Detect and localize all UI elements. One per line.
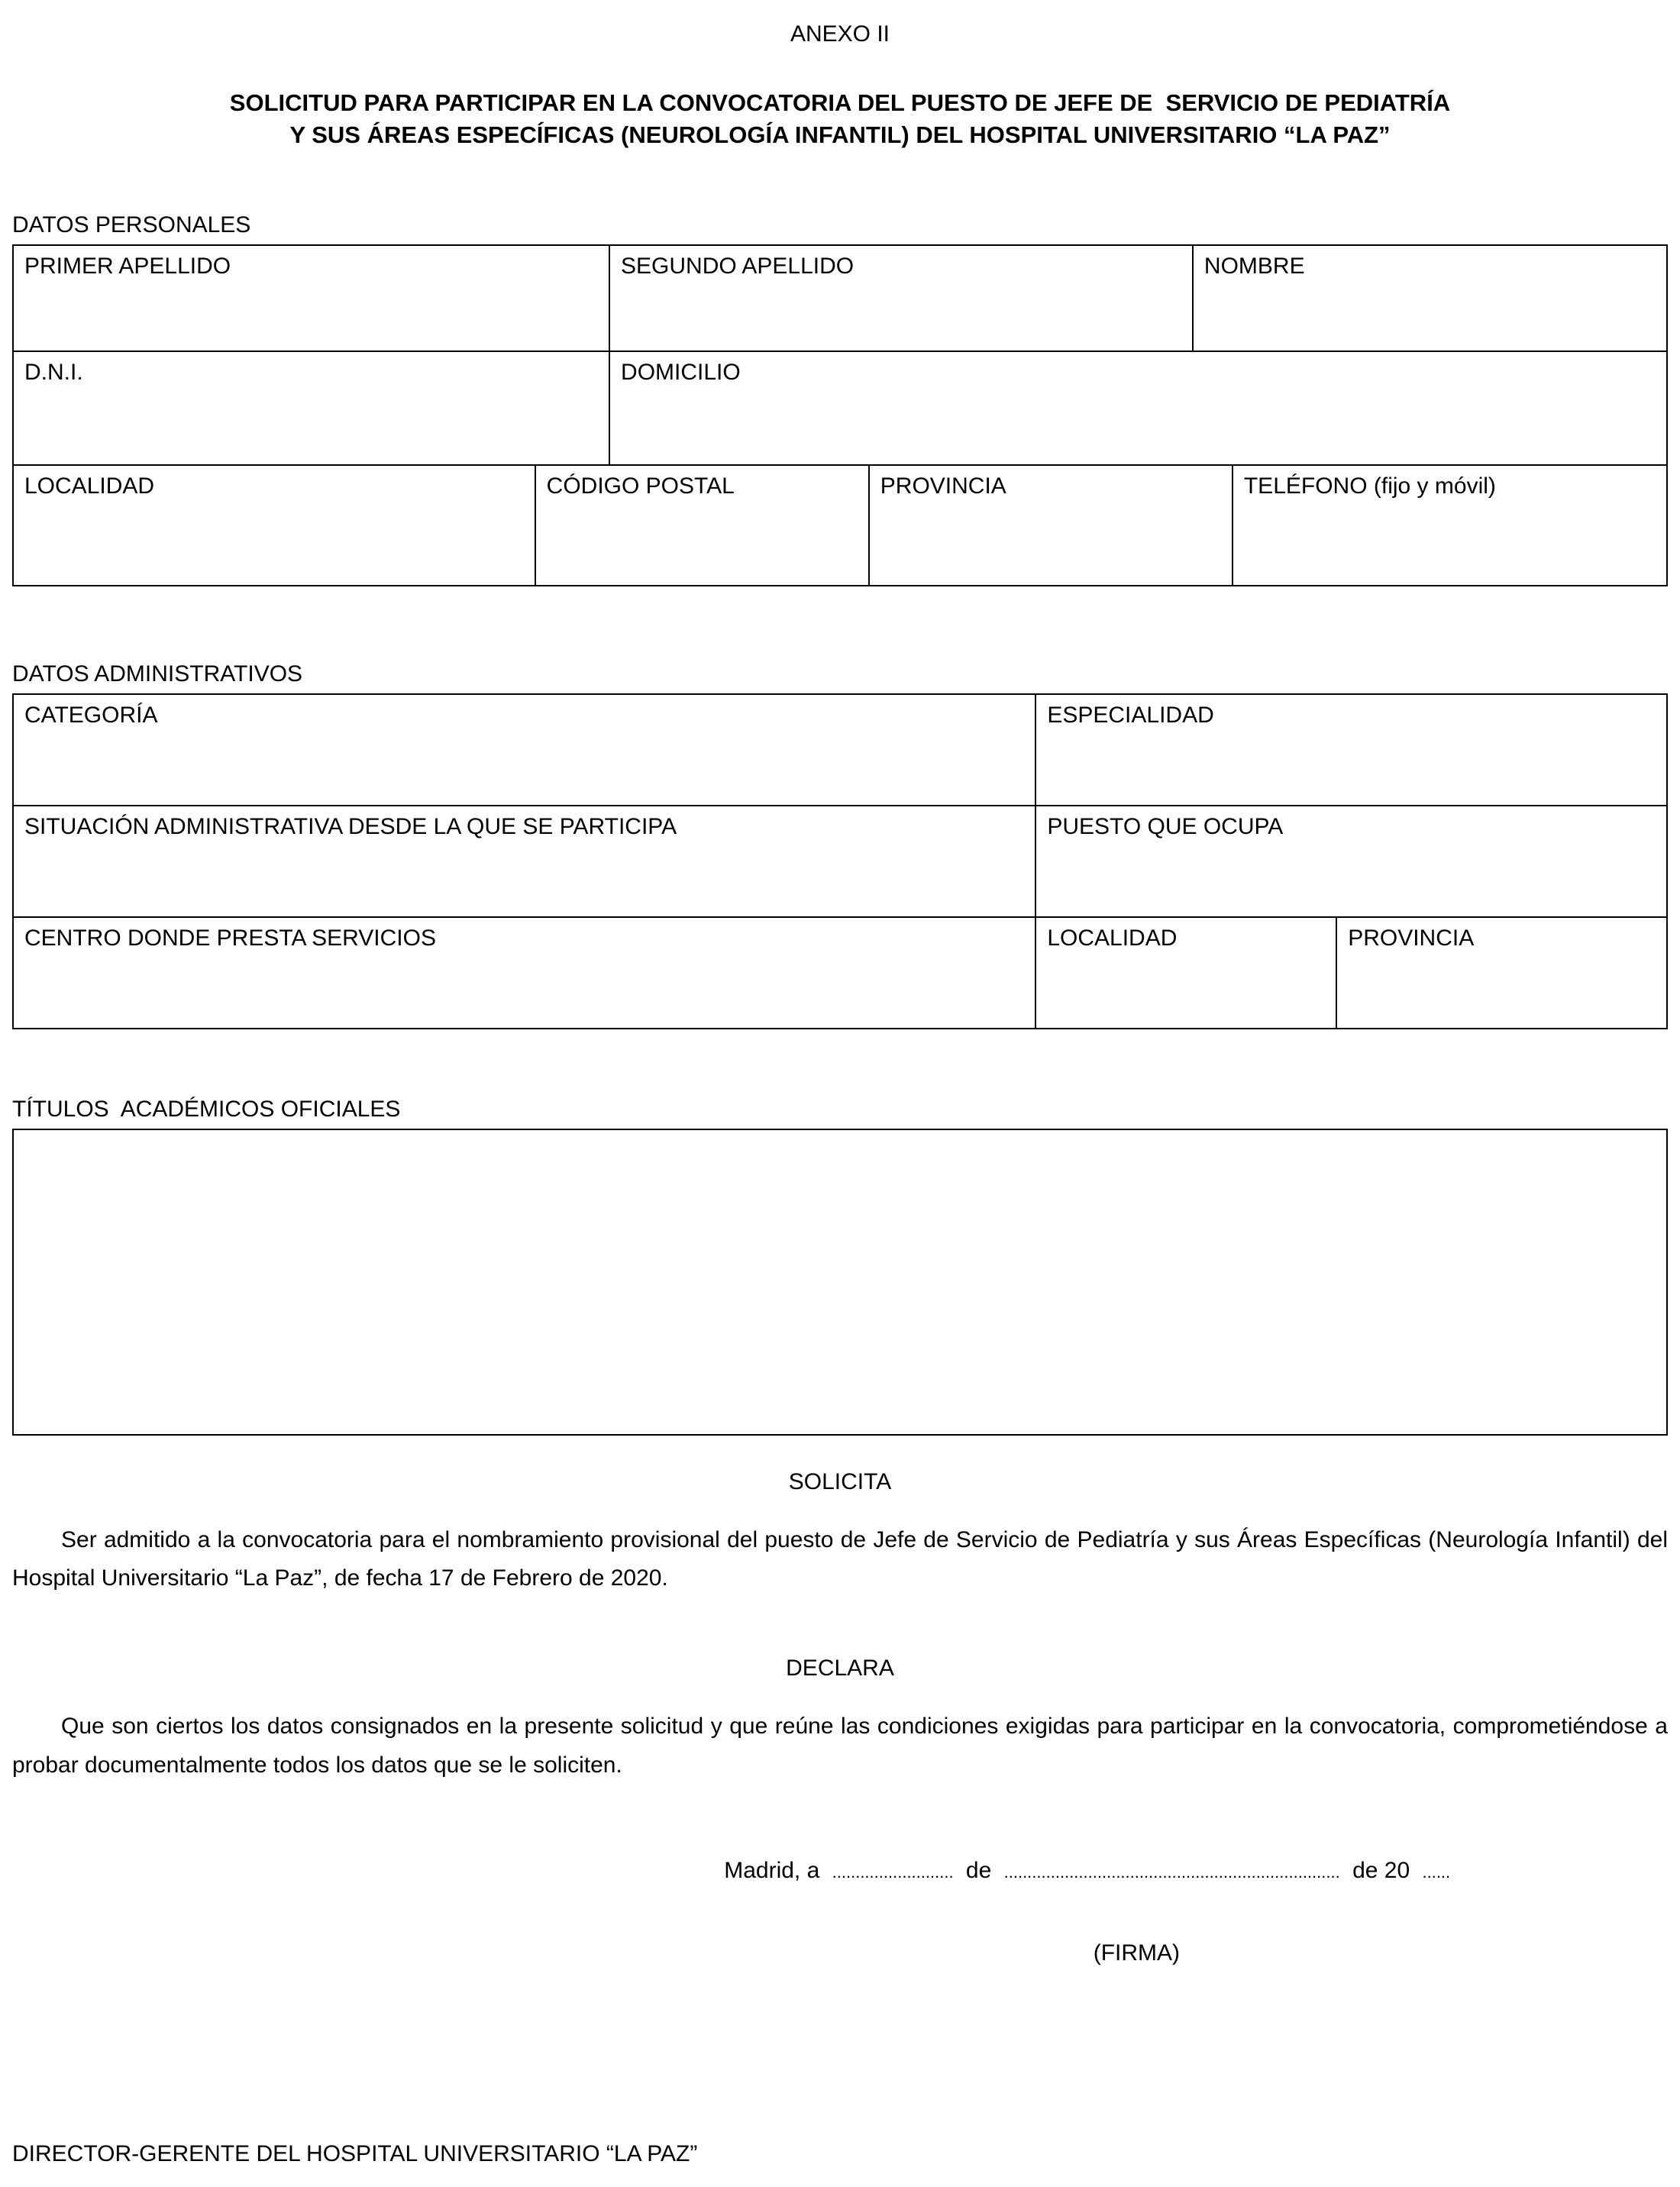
field-primer-apellido-input[interactable] xyxy=(24,279,598,343)
field-provincia-label: PROVINCIA xyxy=(880,473,1006,499)
field-nombre xyxy=(1192,246,1666,351)
field-nombre-input[interactable] xyxy=(1204,279,1656,343)
date-day-dots[interactable]: .......................... xyxy=(832,1862,954,1882)
titulos-academicos-title: TÍTULOS ACADÉMICOS OFICIALES xyxy=(12,1096,401,1122)
field-codigo-postal-input[interactable] xyxy=(547,499,858,577)
field-puesto-que-ocupa-input[interactable] xyxy=(1047,840,1656,909)
field-codigo-postal xyxy=(535,466,868,585)
field-puesto-que-ocupa-label: PUESTO QUE OCUPA xyxy=(1047,813,1284,839)
datos-administrativos-table xyxy=(12,693,1668,1029)
date-de20-label: de 20 xyxy=(1352,1858,1410,1884)
date-city-label: Madrid, a xyxy=(724,1858,820,1884)
field-primer-apellido xyxy=(14,246,609,351)
date-year-dots[interactable]: ...... xyxy=(1422,1862,1451,1882)
field-localidad-label: LOCALIDAD xyxy=(24,473,155,499)
field-categoria-label: CATEGORÍA xyxy=(24,702,158,728)
field-categoria-input[interactable] xyxy=(24,728,1024,797)
table-row xyxy=(14,805,1666,916)
field-especialidad-input[interactable] xyxy=(1047,728,1656,797)
field-segundo-apellido-label: SEGUNDO APELLIDO xyxy=(621,253,855,279)
field-telefono-label: TELÉFONO (fijo y móvil) xyxy=(1243,473,1496,499)
field-situacion-administrativa xyxy=(14,806,1035,916)
field-dni xyxy=(14,352,609,464)
field-puesto-que-ocupa xyxy=(1035,806,1666,916)
field-centro-servicios-label: CENTRO DONDE PRESTA SERVICIOS xyxy=(24,925,436,951)
field-provincia-input[interactable] xyxy=(880,499,1221,577)
field-telefono-input[interactable] xyxy=(1244,499,1656,577)
datos-personales-table xyxy=(12,244,1668,586)
field-dni-input[interactable] xyxy=(24,386,598,457)
field-situacion-administrativa-label: SITUACIÓN ADMINISTRATIVA DESDE LA QUE SE PARTICIPA xyxy=(24,813,677,839)
field-provincia xyxy=(868,466,1232,585)
firma-label: (FIRMA) xyxy=(1093,1940,1181,1966)
solicita-paragraph: Ser admitido a la convocatoria para el nombramiento provisional del puesto de Jefe de Servicio de Pediatría y sus Áreas Específicas (Neurología Infantil) del Hospital Universitario “La Paz”, de fecha 17 de Febrero de 2020. xyxy=(12,1526,1668,1591)
field-localidad-input[interactable] xyxy=(24,499,524,577)
field-centro-servicios-input[interactable] xyxy=(24,951,1024,1020)
form-title-line1: SOLICITUD PARA PARTICIPAR EN LA CONVOCATORIA DEL PUESTO DE JEFE DE SERVICIO DE PEDIATRÍA xyxy=(229,89,1451,116)
date-de-label: de xyxy=(965,1858,992,1884)
declara-heading: DECLARA xyxy=(786,1656,894,1681)
datos-administrativos-title: DATOS ADMINISTRATIVOS xyxy=(12,661,303,686)
field-dni-label: D.N.I. xyxy=(24,359,83,385)
field-domicilio-input[interactable] xyxy=(621,386,1656,457)
field-admin-localidad xyxy=(1035,918,1336,1028)
field-especialidad xyxy=(1035,695,1666,805)
field-categoria xyxy=(14,695,1035,805)
declara-paragraph: Que son ciertos los datos consignados en la presente solicitud y que reúne las condiciones exigidas para participar en la convocatoria, comprometiéndose a probar documentalmente todos los datos que se le soliciten. xyxy=(12,1714,1668,1778)
table-row xyxy=(14,695,1666,805)
date-month-dots[interactable]: ........................................................................ xyxy=(1003,1862,1340,1882)
field-admin-provincia-label: PROVINCIA xyxy=(1348,925,1475,951)
field-primer-apellido-label: PRIMER APELLIDO xyxy=(24,253,231,279)
form-title xyxy=(12,87,1668,151)
footer-addressee: DIRECTOR-GERENTE DEL HOSPITAL UNIVERSITARIO “LA PAZ” xyxy=(12,2141,698,2166)
field-domicilio xyxy=(609,352,1666,464)
field-segundo-apellido xyxy=(609,246,1192,351)
field-especialidad-label: ESPECIALIDAD xyxy=(1047,702,1214,728)
field-admin-localidad-input[interactable] xyxy=(1047,951,1325,1020)
field-centro-servicios xyxy=(14,918,1035,1028)
table-row xyxy=(14,464,1666,585)
field-situacion-administrativa-input[interactable] xyxy=(24,840,1024,909)
field-segundo-apellido-input[interactable] xyxy=(621,279,1181,343)
annex-title: ANEXO II xyxy=(790,21,890,47)
field-admin-provincia-input[interactable] xyxy=(1348,951,1656,1020)
field-codigo-postal-label: CÓDIGO POSTAL xyxy=(546,473,735,499)
form-title-line2: Y SUS ÁREAS ESPECÍFICAS (NEUROLOGÍA INFANTIL) DEL HOSPITAL UNIVERSITARIO “LA PAZ” xyxy=(289,121,1391,148)
solicita-heading: SOLICITA xyxy=(788,1468,892,1494)
datos-personales-title: DATOS PERSONALES xyxy=(12,212,251,237)
field-admin-provincia xyxy=(1336,918,1666,1028)
titulos-academicos-box[interactable] xyxy=(12,1129,1668,1436)
field-telefono xyxy=(1232,466,1666,585)
date-line xyxy=(12,1858,1668,1884)
field-nombre-label: NOMBRE xyxy=(1203,253,1305,279)
field-localidad xyxy=(14,466,535,585)
table-row xyxy=(14,246,1666,351)
table-row xyxy=(14,916,1666,1028)
table-row xyxy=(14,351,1666,464)
field-domicilio-label: DOMICILIO xyxy=(621,359,741,385)
field-admin-localidad-label: LOCALIDAD xyxy=(1047,925,1178,951)
